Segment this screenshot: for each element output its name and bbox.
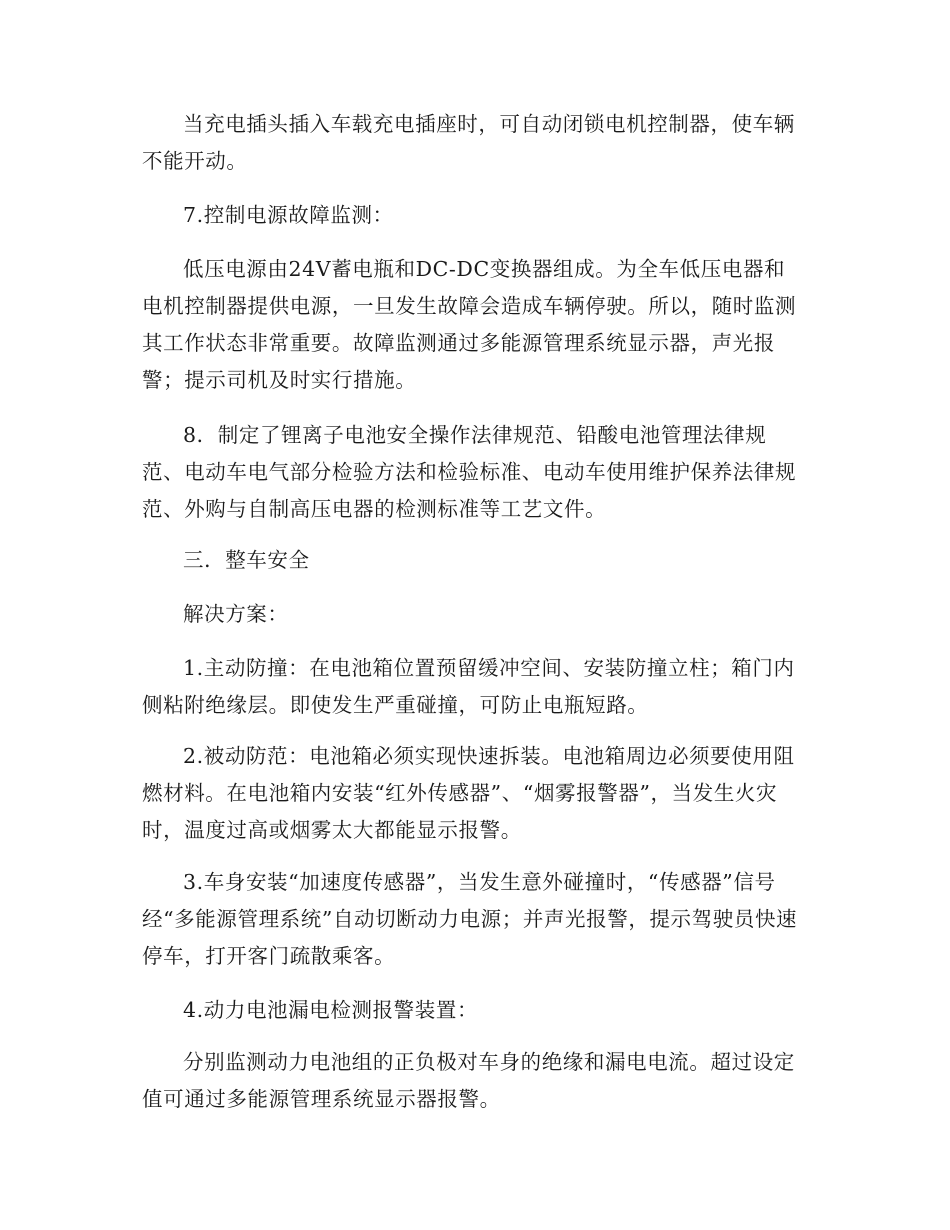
paragraph-passive-protection: 2.被动防范：电池箱必须实现快速拆装。电池箱周边必须要使用阻燃材料。在电池箱内安装“红外传感器”、“烟雾报警器”，当发生火灾时，温度过高或烟雾太大都能显示报警。 xyxy=(142,744,795,842)
heading-vehicle-safety: 三．整车安全 xyxy=(183,548,310,572)
paragraph-charging-lock: 当充电插头插入车载充电插座时，可自动闭锁电机控制器，使车辆不能开动。 xyxy=(142,112,795,173)
paragraph-low-voltage-supply: 低压电源由24V蓄电瓶和DC-DC变换器组成。为全车低压电器和电机控制器提供电源，一旦发生故障会造成车辆停驶。所以，随时监测其工作状态非常重要。故障监测通过多能源管理系统显示器，声光报警；提示司机及时实行措施。 xyxy=(142,257,797,392)
heading-control-power-monitoring: 7.控制电源故障监测： xyxy=(183,203,394,227)
paragraph-leakage-monitoring: 分别监测动力电池组的正负极对车身的绝缘和漏电电流。超过设定值可通过多能源管理系统显示器报警。 xyxy=(142,1050,795,1111)
paragraph-active-collision: 1.主动防撞：在电池箱位置预留缓冲空间、安装防撞立柱；箱门内侧粘附绝缘层。即使发生严重碰撞，可防止电瓶短路。 xyxy=(142,656,795,717)
heading-leakage-alarm: 4.动力电池漏电检测报警装置： xyxy=(183,998,479,1022)
paragraph-standards: 8．制定了锂离子电池安全操作法律规范、铅酸电池管理法律规范、电动车电气部分检验方法和检验标准、电动车使用维护保养法律规范、外购与自制高压电器的检测标准等工艺文件。 xyxy=(142,423,797,521)
heading-solutions: 解决方案： xyxy=(183,602,289,626)
paragraph-acceleration-sensor: 3.车身安装“加速度传感器”，当发生意外碰撞时，“传感器”信号经“多能源管理系统”自动切断动力电源；并声光报警，提示驾驶员快速停车，打开客门疏散乘客。 xyxy=(142,870,798,968)
